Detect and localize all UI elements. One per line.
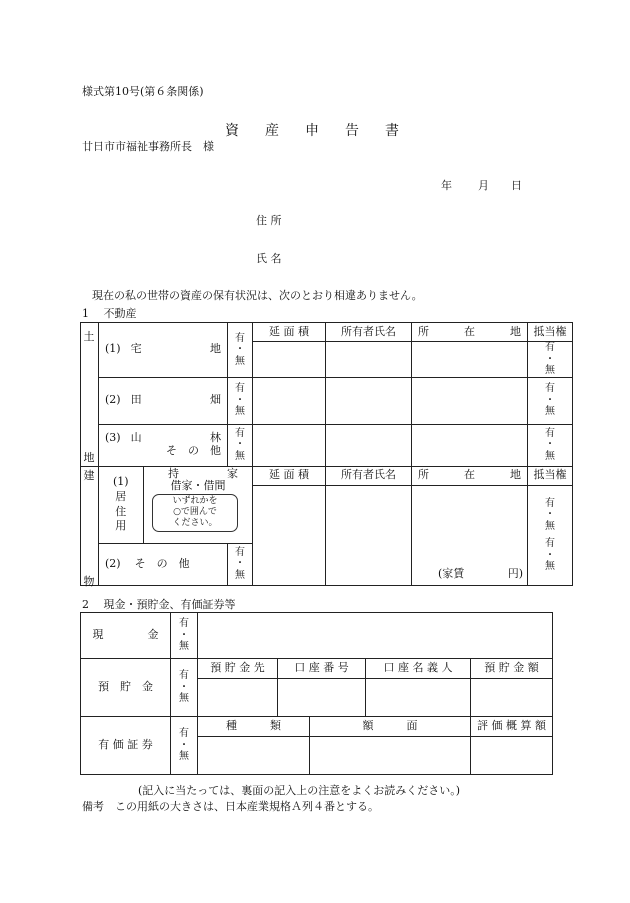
building-side-label: 建 物 bbox=[81, 466, 99, 585]
date-month: 月 bbox=[478, 179, 489, 192]
col-face-value: 額 面 bbox=[310, 717, 471, 737]
yes-no-toggle[interactable]: 有 ・ 無 bbox=[171, 659, 198, 717]
yes-no-toggle[interactable]: 有 ・ 無 bbox=[228, 323, 253, 378]
area-field[interactable] bbox=[253, 485, 326, 585]
location-field[interactable] bbox=[412, 377, 528, 424]
address-label: 住 所 bbox=[256, 214, 282, 227]
area-field[interactable] bbox=[253, 424, 326, 466]
name-label: 氏 名 bbox=[256, 252, 282, 265]
lien-toggle[interactable]: 有 ・ 無 bbox=[528, 342, 573, 378]
remark: 備考 この用紙の大きさは、日本産業規格Ａ列４番とする。 bbox=[82, 800, 379, 813]
cash-row bbox=[81, 613, 553, 659]
lien-toggle[interactable]: 有 ・ 無 bbox=[528, 424, 573, 466]
savings-amount-field[interactable] bbox=[471, 679, 553, 717]
ownership-note: いずれかを ○で囲んで ください。 bbox=[152, 494, 238, 532]
account-number-field[interactable] bbox=[278, 679, 366, 717]
type-field[interactable] bbox=[198, 737, 310, 775]
document-title: 資 産 申 告 書 bbox=[225, 123, 405, 139]
col-estimated-value: 評 価 概 算 額 bbox=[471, 717, 553, 737]
bank-field[interactable] bbox=[198, 679, 278, 717]
real-estate-table bbox=[80, 322, 573, 586]
col-area: 延 面 積 bbox=[253, 323, 326, 342]
col-owner: 所有者氏名 bbox=[326, 466, 412, 485]
yes-no-toggle[interactable]: 有 ・ 無 bbox=[228, 377, 253, 424]
land-type-field: (2) 田 畑 bbox=[99, 377, 228, 424]
cash-amount-field[interactable] bbox=[198, 613, 553, 659]
land-row-3 bbox=[81, 424, 573, 466]
land-side-label: 土 地 bbox=[81, 323, 99, 467]
ownership-selector[interactable]: 持 家 借家・借間 いずれかを ○で囲んで ください。 bbox=[144, 466, 253, 543]
lien-toggle[interactable]: 有 ・ 無 有 ・ 無 bbox=[528, 485, 573, 585]
col-location: 所 在 地 bbox=[412, 323, 528, 342]
land-type-forest-other: (3) 山 林 そ の 他 bbox=[99, 424, 228, 466]
declaration-text: 現在の私の世帯の資産の保有状況は、次のとおり相違ありません。 bbox=[92, 289, 423, 302]
owner-field[interactable] bbox=[326, 377, 412, 424]
building-header-row bbox=[81, 466, 573, 485]
date-year: 年 bbox=[441, 179, 452, 192]
addressee: 廿日市市福祉事務所長 様 bbox=[82, 140, 214, 153]
estimated-value-field[interactable] bbox=[471, 737, 553, 775]
col-lien: 抵当権 bbox=[528, 323, 573, 342]
location-field[interactable] bbox=[412, 342, 528, 378]
col-location: 所 在 地 bbox=[412, 466, 528, 485]
area-field[interactable] bbox=[253, 377, 326, 424]
securities-header-row bbox=[81, 717, 553, 737]
area-field[interactable] bbox=[253, 342, 326, 378]
col-bank: 預 貯 金 先 bbox=[198, 659, 278, 679]
date-day: 日 bbox=[511, 179, 522, 192]
col-account-holder: 口 座 名 義 人 bbox=[366, 659, 471, 679]
land-row-2 bbox=[81, 377, 573, 424]
col-account-number: 口 座 番 号 bbox=[278, 659, 366, 679]
owner-field[interactable] bbox=[326, 424, 412, 466]
account-holder-field[interactable] bbox=[366, 679, 471, 717]
footnote: (記入に当たっては、裏面の記入上の注意をよくお読みください。) bbox=[138, 784, 461, 797]
col-area: 延 面 積 bbox=[253, 466, 326, 485]
owner-field[interactable] bbox=[326, 342, 412, 378]
section1-heading: 1 不動産 bbox=[82, 307, 137, 320]
col-type: 種 類 bbox=[198, 717, 310, 737]
location-field[interactable]: (家賃 円) bbox=[412, 485, 528, 585]
savings-label: 預 貯 金 bbox=[81, 659, 171, 717]
savings-header-row bbox=[81, 659, 553, 679]
cash-label: 現 金 bbox=[81, 613, 171, 659]
lien-toggle[interactable]: 有 ・ 無 bbox=[528, 377, 573, 424]
owner-field[interactable] bbox=[326, 485, 412, 585]
land-header-row bbox=[81, 323, 573, 342]
yes-no-toggle[interactable]: 有 ・ 無 bbox=[171, 717, 198, 775]
yes-no-toggle[interactable]: 有 ・ 無 bbox=[171, 613, 198, 659]
form-number: 様式第10号(第６条関係) bbox=[82, 85, 204, 98]
col-owner: 所有者氏名 bbox=[326, 323, 412, 342]
yes-no-toggle[interactable]: 有 ・ 無 bbox=[228, 543, 253, 585]
col-savings-amount: 預 貯 金 額 bbox=[471, 659, 553, 679]
financial-assets-table bbox=[80, 612, 553, 775]
col-lien: 抵当権 bbox=[528, 466, 573, 485]
land-type-residential: (1) 宅 地 bbox=[99, 323, 228, 378]
securities-label: 有 価 証 券 bbox=[81, 717, 171, 775]
location-field[interactable] bbox=[412, 424, 528, 466]
face-value-field[interactable] bbox=[310, 737, 471, 775]
building-residential-label: (1) 居 住 用 bbox=[99, 466, 144, 543]
section2-heading: 2 現金・預貯金、有価証券等 bbox=[82, 598, 236, 611]
yes-no-toggle[interactable]: 有 ・ 無 bbox=[228, 424, 253, 466]
building-type-other: (2) そ の 他 bbox=[99, 543, 228, 585]
